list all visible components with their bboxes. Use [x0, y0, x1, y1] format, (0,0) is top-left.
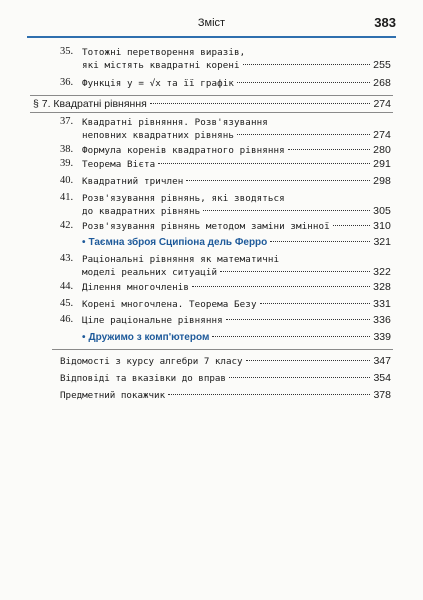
page-number: 339: [373, 331, 391, 343]
dot-leader: [186, 180, 370, 181]
item-number: 37.: [60, 116, 74, 127]
item-number: 46.: [60, 314, 74, 325]
item-number: 42.: [60, 220, 74, 231]
page-number: 280: [373, 144, 391, 156]
appendix-title: Відповіді та вказівки до вправ: [60, 373, 226, 384]
item-title-line: моделі реальних ситуацій: [82, 267, 218, 278]
item-number: 45.: [60, 298, 74, 309]
item-title-line: неповних квадратних рівнянь: [82, 130, 235, 141]
special-title: Дружимо з комп'ютером: [88, 332, 210, 343]
item-title-line: Квадратний тричлен: [82, 176, 184, 187]
dot-leader: [226, 319, 370, 320]
page-number: 336: [373, 314, 391, 326]
dot-leader: [229, 377, 371, 378]
page-number: 255: [373, 59, 391, 71]
section-divider: [30, 112, 393, 113]
item-number: 35.: [60, 46, 74, 57]
item-title-line: Функція y = √x та її графік: [82, 78, 235, 89]
dot-leader: [168, 394, 370, 395]
item-title-line: до квадратних рівнянь: [82, 206, 201, 217]
page-number: 274: [373, 98, 391, 110]
dot-leader: [237, 134, 370, 135]
header-page-number: 383: [374, 15, 396, 30]
dot-leader: [203, 210, 370, 211]
page-number: 322: [373, 266, 391, 278]
dot-leader: [237, 82, 370, 83]
page-number: 298: [373, 175, 391, 187]
item-number: 40.: [60, 175, 74, 186]
toc-appendix-answers[interactable]: [60, 372, 391, 385]
item-title-line: Ціле раціональне рівняння: [82, 315, 223, 326]
special-title: Таємна зброя Сципіона дель Ферро: [88, 237, 268, 248]
page-number: 328: [373, 281, 391, 293]
dot-leader: [150, 103, 371, 104]
dot-leader: [260, 303, 371, 304]
dot-leader: [333, 225, 370, 226]
dot-leader: [246, 360, 371, 361]
bullet-icon: •: [82, 332, 86, 343]
appendix-title: Відомості з курсу алгебри 7 класу: [60, 356, 243, 367]
appendix-divider: [52, 349, 393, 350]
dot-leader: [243, 64, 370, 65]
dot-leader: [288, 149, 370, 150]
page-number: 347: [373, 355, 391, 367]
toc-special-ferro[interactable]: [82, 236, 391, 249]
item-title-line: Квадратні рівняння. Розв'язування: [82, 117, 268, 128]
item-number: 43.: [60, 253, 74, 264]
item-title-line: Розв'язування рівнянь, які зводяться: [82, 193, 285, 204]
dot-leader: [270, 241, 370, 242]
dot-leader: [212, 336, 370, 337]
item-number: 39.: [60, 158, 74, 169]
header-title: Зміст: [197, 17, 226, 29]
item-title-line: Корені многочлена. Теорема Безу: [82, 299, 257, 310]
dot-leader: [220, 271, 370, 272]
appendix-title: Предметний покажчик: [60, 390, 166, 401]
item-number: 38.: [60, 144, 74, 155]
toc-appendix-index[interactable]: [60, 389, 391, 402]
item-title-line: Ділення многочленів: [82, 282, 189, 293]
bullet-icon: •: [82, 237, 86, 248]
page-number: 378: [373, 389, 391, 401]
item-title-line: Формула коренів квадратного рівняння: [82, 145, 285, 156]
item-title-line: які містять квадратні корені: [82, 60, 240, 71]
dot-leader: [158, 163, 370, 164]
page-number: 354: [373, 372, 391, 384]
dot-leader: [192, 286, 370, 287]
toc-special-computer[interactable]: [82, 331, 391, 344]
toc-section-7[interactable]: [33, 98, 391, 112]
item-title-line: Розв'язування рівнянь методом заміни змінної: [82, 221, 330, 232]
toc-appendix-info[interactable]: [60, 355, 391, 368]
item-number: 36.: [60, 77, 74, 88]
page-number: 310: [373, 220, 391, 232]
page-number: 274: [373, 129, 391, 141]
item-title-line: Тотожні перетворення виразів,: [82, 47, 246, 58]
item-title-line: Раціональні рівняння як математичні: [82, 254, 280, 265]
page-number: 268: [373, 77, 391, 89]
item-number: 44.: [60, 281, 74, 292]
item-number: 41.: [60, 192, 74, 203]
page-number: 305: [373, 205, 391, 217]
item-title-line: Теорема Вієта: [82, 159, 156, 170]
page-number: 291: [373, 158, 391, 170]
page-number: 331: [373, 298, 391, 310]
section-divider: [30, 95, 393, 96]
section-title: § 7. Квадратні рівняння: [33, 98, 147, 110]
page-number: 321: [373, 236, 391, 248]
